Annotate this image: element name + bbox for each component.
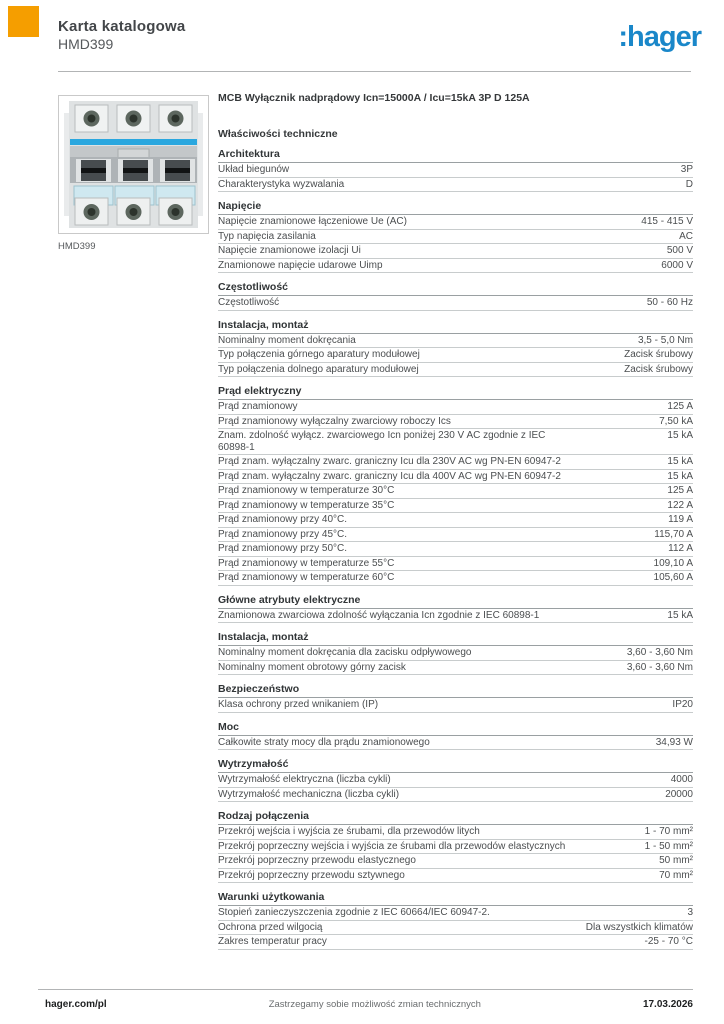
spec-label: Wytrzymałość elektryczna (liczba cykli) — [218, 774, 391, 785]
spec-row — [218, 773, 693, 788]
spec-section — [218, 320, 693, 378]
spec-value: Zacisk śrubowy — [624, 363, 693, 375]
spec-section-title: Częstotliwość — [218, 282, 693, 296]
spec-label: Nominalny moment obrotowy górny zacisk — [218, 661, 406, 673]
spec-label: Przekrój wejścia i wyjścia ze śrubami, dla przewodów litych — [218, 826, 480, 837]
corner-orange-marker — [8, 6, 39, 37]
spec-label: Typ połączenia dolnego aparatury modułowej — [218, 363, 419, 375]
spec-row — [218, 178, 693, 193]
spec-label: Prąd znamionowy w temperaturze 60°C — [218, 572, 395, 583]
spec-row — [218, 455, 693, 470]
spec-value: 6000 V — [661, 259, 693, 271]
spec-row — [218, 244, 693, 259]
spec-value: 125 A — [667, 401, 693, 412]
spec-label: Znamionowa zwarciowa zdolność wyłączania Icn zgodnie z IEC 60898-1 — [218, 609, 540, 621]
spec-row — [218, 825, 693, 840]
spec-value: 3,5 - 5,0 Nm — [637, 334, 693, 346]
spec-column — [218, 92, 693, 950]
doc-type-title: Karta katalogowa — [58, 18, 186, 35]
spec-label: Typ połączenia górnego aparatury modułowej — [218, 349, 420, 360]
spec-section — [218, 386, 693, 586]
spec-label: Nominalny moment dokręcania dla zacisku odpływowego — [218, 647, 472, 658]
spec-value: 7,50 kA — [659, 415, 693, 427]
spec-value: D — [685, 178, 693, 190]
spec-row — [218, 736, 693, 751]
top-terminals — [75, 105, 192, 132]
spec-label: Układ biegunów — [218, 164, 290, 175]
product-image-caption: HMD399 — [58, 241, 96, 252]
spec-label: Znamionowe napięcie udarowe Uimp — [218, 259, 383, 271]
spec-label: Prąd znamionowy w temperaturze 30°C — [218, 485, 395, 496]
spec-value: 34,93 W — [655, 736, 693, 748]
spec-row — [218, 363, 693, 378]
spec-row — [218, 215, 693, 230]
bottom-terminals — [75, 198, 192, 225]
spec-label: Wytrzymałość mechaniczna (liczba cykli) — [218, 788, 400, 800]
spec-row — [218, 788, 693, 803]
spec-row — [218, 230, 693, 245]
spec-row — [218, 840, 693, 855]
spec-row — [218, 484, 693, 499]
spec-row — [218, 296, 693, 311]
spec-value: 112 A — [668, 543, 693, 554]
spec-label: Prąd znam. wyłączalny zwarc. graniczny Icu dla 230V AC wg PN-EN 60947-2 — [218, 456, 561, 467]
spec-value: 15 kA — [667, 470, 693, 482]
hager-logo: :hager — [618, 21, 701, 53]
spec-value: 115,70 A — [654, 528, 693, 540]
spec-section-title: Wytrzymałość — [218, 759, 693, 773]
spec-value: 109,10 A — [653, 557, 693, 569]
spec-value: 415 - 415 V — [641, 216, 693, 227]
spec-value: -25 - 70 °C — [644, 936, 693, 947]
spec-value: 119 A — [668, 514, 693, 525]
spec-value: 20000 — [665, 788, 693, 800]
spec-sections — [218, 149, 693, 950]
spec-label: Znam. zdolność wyłącz. zwarciowego Icn poniżej 230 V AC zgodnie z IEC 60898-1 — [218, 430, 546, 453]
spec-row — [218, 557, 693, 572]
spec-row — [218, 935, 693, 950]
spec-row — [218, 400, 693, 415]
spec-row — [218, 528, 693, 543]
tech-properties-title: Właściwości techniczne — [218, 128, 338, 140]
spec-row — [218, 470, 693, 485]
spec-value: 3 — [687, 907, 693, 918]
spec-section-title: Napięcie — [218, 201, 693, 215]
spec-section-title: Architektura — [218, 149, 693, 163]
spec-row — [218, 921, 693, 936]
spec-section-title: Warunki użytkowania — [218, 892, 693, 906]
product-image-box — [58, 95, 209, 234]
spec-row — [218, 348, 693, 363]
spec-row — [218, 415, 693, 430]
spec-label: Prąd znamionowy w temperaturze 55°C — [218, 557, 395, 569]
spec-label: Prąd znam. wyłączalny zwarc. graniczny Icu dla 400V AC wg PN-EN 60947-2 — [218, 470, 561, 482]
spec-section — [218, 149, 693, 192]
spec-label: Prąd znamionowy wyłączalny zwarciowy roboczy Ics — [218, 415, 451, 427]
spec-label: Typ napięcia zasilania — [218, 230, 316, 242]
spec-section — [218, 759, 693, 802]
product-title: MCB Wyłącznik nadprądowy Icn=15000A / Icu=15kA 3P D 125A — [218, 92, 530, 104]
footer-website-link[interactable]: hager.com/pl — [45, 999, 107, 1010]
spec-row — [218, 163, 693, 178]
spec-row — [218, 571, 693, 586]
spec-label: Prąd znamionowy przy 40°C. — [218, 514, 348, 525]
spec-section — [218, 201, 693, 273]
spec-label: Charakterystyka wyzwalania — [218, 178, 345, 190]
spec-section-title: Prąd elektryczny — [218, 386, 693, 400]
spec-value: 1 - 50 mm² — [644, 840, 693, 852]
spec-row — [218, 429, 693, 455]
spec-section-title: Instalacja, montaż — [218, 320, 693, 334]
spec-value: 15 kA — [667, 430, 693, 441]
spec-value: 105,60 A — [653, 572, 693, 583]
spec-row — [218, 854, 693, 869]
spec-value: 70 mm² — [659, 869, 693, 881]
spec-value: 4000 — [670, 774, 693, 785]
spec-value: 1 - 70 mm² — [644, 826, 693, 837]
spec-row — [218, 906, 693, 921]
spec-value: AC — [679, 230, 693, 242]
document-header — [58, 18, 185, 53]
din-clip — [118, 149, 149, 158]
spec-label: Całkowite straty mocy dla prądu znamionowego — [218, 736, 430, 748]
spec-label: Prąd znamionowy przy 50°C. — [218, 543, 348, 554]
spec-label: Prąd znamionowy — [218, 401, 298, 412]
spec-section-title: Rodzaj połączenia — [218, 811, 693, 825]
spec-label: Napięcie znamionowe izolacji Ui — [218, 245, 361, 256]
circuit-breaker-image — [62, 99, 205, 230]
footer-date: 17.03.2026 — [642, 999, 693, 1010]
spec-value: 122 A — [667, 499, 693, 511]
spec-section — [218, 722, 693, 751]
spec-section — [218, 892, 693, 950]
page-footer — [38, 989, 693, 1010]
spec-row — [218, 698, 693, 713]
product-code: HMD399 — [58, 36, 114, 52]
spec-row — [218, 334, 693, 349]
spec-label: Prąd znamionowy w temperaturze 35°C — [218, 499, 395, 511]
spec-row — [218, 259, 693, 274]
spec-value: IP20 — [672, 699, 693, 710]
spec-section — [218, 811, 693, 883]
spec-label: Przekrój poprzeczny przewodu sztywnego — [218, 869, 405, 881]
spec-value: 50 - 60 Hz — [646, 297, 693, 308]
spec-row — [218, 646, 693, 661]
spec-section — [218, 684, 693, 713]
header-divider — [58, 71, 691, 72]
spec-row — [218, 513, 693, 528]
breaker-right-rail — [198, 113, 203, 216]
spec-section-title: Główne atrybuty elektryczne — [218, 595, 693, 609]
spec-label: Napięcie znamionowe łączeniowe Ue (AC) — [218, 216, 407, 227]
blue-stripe — [70, 139, 197, 145]
spec-value: 50 mm² — [659, 855, 693, 866]
spec-section-title: Bezpieczeństwo — [218, 684, 693, 698]
spec-label: Prąd znamionowy przy 45°C. — [218, 528, 348, 540]
spec-row — [218, 869, 693, 884]
footer-disclaimer: Zastrzegamy sobie możliwość zmian technicznych — [268, 999, 481, 1010]
spec-section — [218, 282, 693, 311]
spec-section — [218, 632, 693, 675]
spec-row — [218, 609, 693, 624]
spec-value: 125 A — [667, 485, 693, 496]
spec-label: Klasa ochrony przed wnikaniem (IP) — [218, 699, 379, 710]
spec-label: Ochrona przed wilgocią — [218, 921, 323, 933]
spec-row — [218, 542, 693, 557]
spec-label: Zakres temperatur pracy — [218, 936, 327, 947]
spec-label: Częstotliwość — [218, 297, 280, 308]
spec-label: Stopień zanieczyszczenia zgodnie z IEC 60664/IEC 60947-2. — [218, 907, 490, 918]
spec-value: 3,60 - 3,60 Nm — [626, 661, 693, 673]
spec-value: Zacisk śrubowy — [624, 349, 693, 360]
spec-label: Nominalny moment dokręcania — [218, 334, 356, 346]
spec-value: Dla wszystkich klimatów — [585, 921, 693, 933]
toggle-handles — [70, 157, 197, 183]
spec-value: 3,60 - 3,60 Nm — [626, 647, 693, 658]
spec-section-title: Moc — [218, 722, 693, 736]
spec-row — [218, 661, 693, 676]
spec-row — [218, 499, 693, 514]
spec-label: Przekrój poprzeczny przewodu elastycznego — [218, 855, 416, 866]
spec-value: 500 V — [666, 245, 693, 256]
spec-value: 15 kA — [667, 609, 693, 621]
spec-section-title: Instalacja, montaż — [218, 632, 693, 646]
spec-section — [218, 595, 693, 624]
spec-label: Przekrój poprzeczny wejścia i wyjścia ze śrubami dla przewodów elastycznych — [218, 840, 566, 852]
spec-value: 3P — [680, 164, 693, 175]
spec-value: 15 kA — [667, 456, 693, 467]
breaker-left-rail — [64, 113, 69, 216]
